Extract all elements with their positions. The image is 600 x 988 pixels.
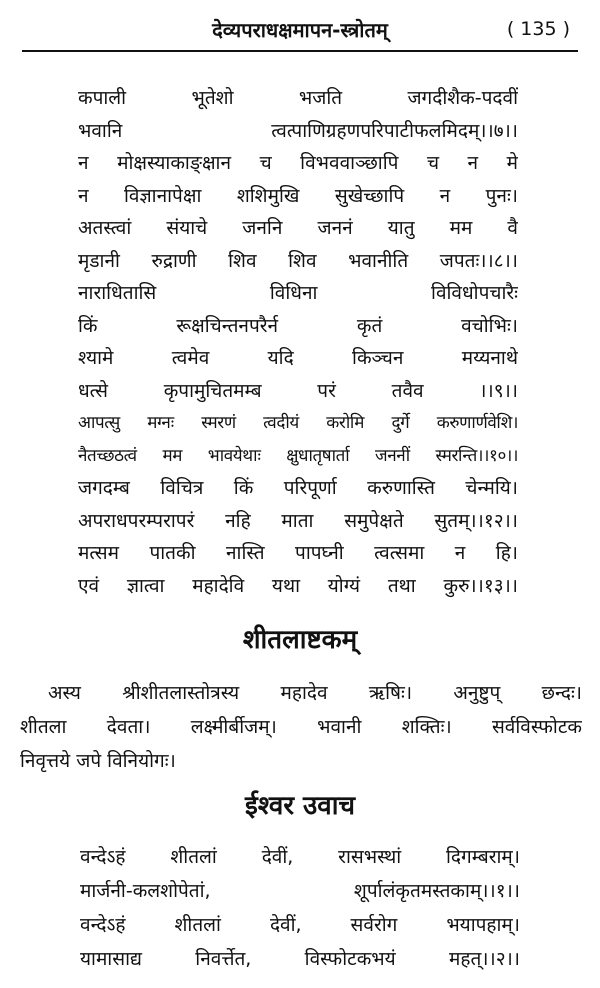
verse-line: जगदम्ब विचित्र किं परिपूर्णा करुणास्ति चेन्मयि। (78, 477, 518, 499)
section-heading-shitalashtakam: शीतलाष्टकम् (242, 625, 358, 655)
verse-line: आपत्सु मग्नः स्मरणं त्वदीयं करोमि दुर्गे करुणार्णवेशि। (78, 413, 518, 433)
verse-line: धत्से कृपामुचितमम्ब परं तवैव ।।९।। (78, 379, 518, 402)
page-number: ( 135 ) (506, 18, 570, 40)
verse-line: वन्देऽहं शीतलां देवीं, सर्वरोग भयापहाम्। (80, 914, 520, 936)
verse-line: नाराधितासि विधिना विविधोपचारैः (78, 282, 518, 304)
verse-line: कपाली भूतेशो भजति जगदीशैक-पदवीं (78, 87, 518, 109)
running-header (22, 14, 578, 46)
verse-line: मत्सम पातकी नास्ति पापघ्नी त्वत्समा न हि। (78, 542, 518, 564)
prose-line: अस्य श्रीशीतलास्तोत्रस्य महादेव ऋषिः। अनुष्टुप् छन्दः। (48, 682, 582, 704)
verse-line: न मोक्षस्याकाङ्क्षान च विभववाञ्छापि च न मे (78, 152, 518, 174)
prose-line: शीतला देवता। लक्ष्मीर्बीजम्। भवानी शक्तिः। सर्वविस्फोटक (20, 716, 582, 738)
verse-line: श्यामे त्वमेव यदि किञ्चन मय्यनाथे (78, 347, 518, 369)
verse-line: न विज्ञानापेक्षा शशिमुखि सुखेच्छापि न पुनः। (78, 184, 518, 207)
verse-line: भवानि त्वत्पाणिग्रहणपरिपाटीफलमिदम्।।७।। (78, 119, 518, 142)
verse-block-top (78, 82, 518, 602)
verse-line: यामासाद्य निवर्त्तेत, विस्फोटकभयं महत्।।२।। (80, 948, 520, 970)
header-title: देव्यपराधक्षमापन-स्त्रोतम् (212, 18, 388, 42)
verse-line: एवं ज्ञात्वा महादेवि यथा योग्यं तथा कुरु।।१३।। (78, 574, 518, 597)
verse-line: मार्जनी-कलशोपेतां, शूर्पालंकृतमस्तकाम्।।१।। (80, 880, 520, 902)
prose-line: निवृत्तये जपे विनियोगः। (20, 750, 176, 772)
viniyoga-paragraph (20, 676, 582, 778)
verse-line: किं रूक्षचिन्तनपरैर्न कृतं वचोभिः। (78, 314, 518, 337)
verse-line: अतस्त्वां संयाचे जननि जननं यातु मम वै (78, 217, 518, 239)
header-rule (22, 50, 578, 52)
verse-line: नैतच्छठत्वं मम भावयेथाः क्षुधातृषार्ता जननीं स्मरन्ति।।१०।। (78, 445, 518, 466)
verse-block-bottom (80, 840, 520, 976)
section-heading-ishvara-uvacha: ईश्वर उवाच (245, 791, 355, 821)
verse-line: मृडानी रुद्राणी शिव शिव भवानीति जपतः।।८।। (78, 249, 518, 272)
verse-line: अपराधपरम्परापरं नहि माता समुपेक्षते सुतम्।।१२।। (78, 509, 518, 532)
verse-line: वन्देऽहं शीतलां देवीं, रासभस्थां दिगम्बराम्। (80, 846, 520, 868)
